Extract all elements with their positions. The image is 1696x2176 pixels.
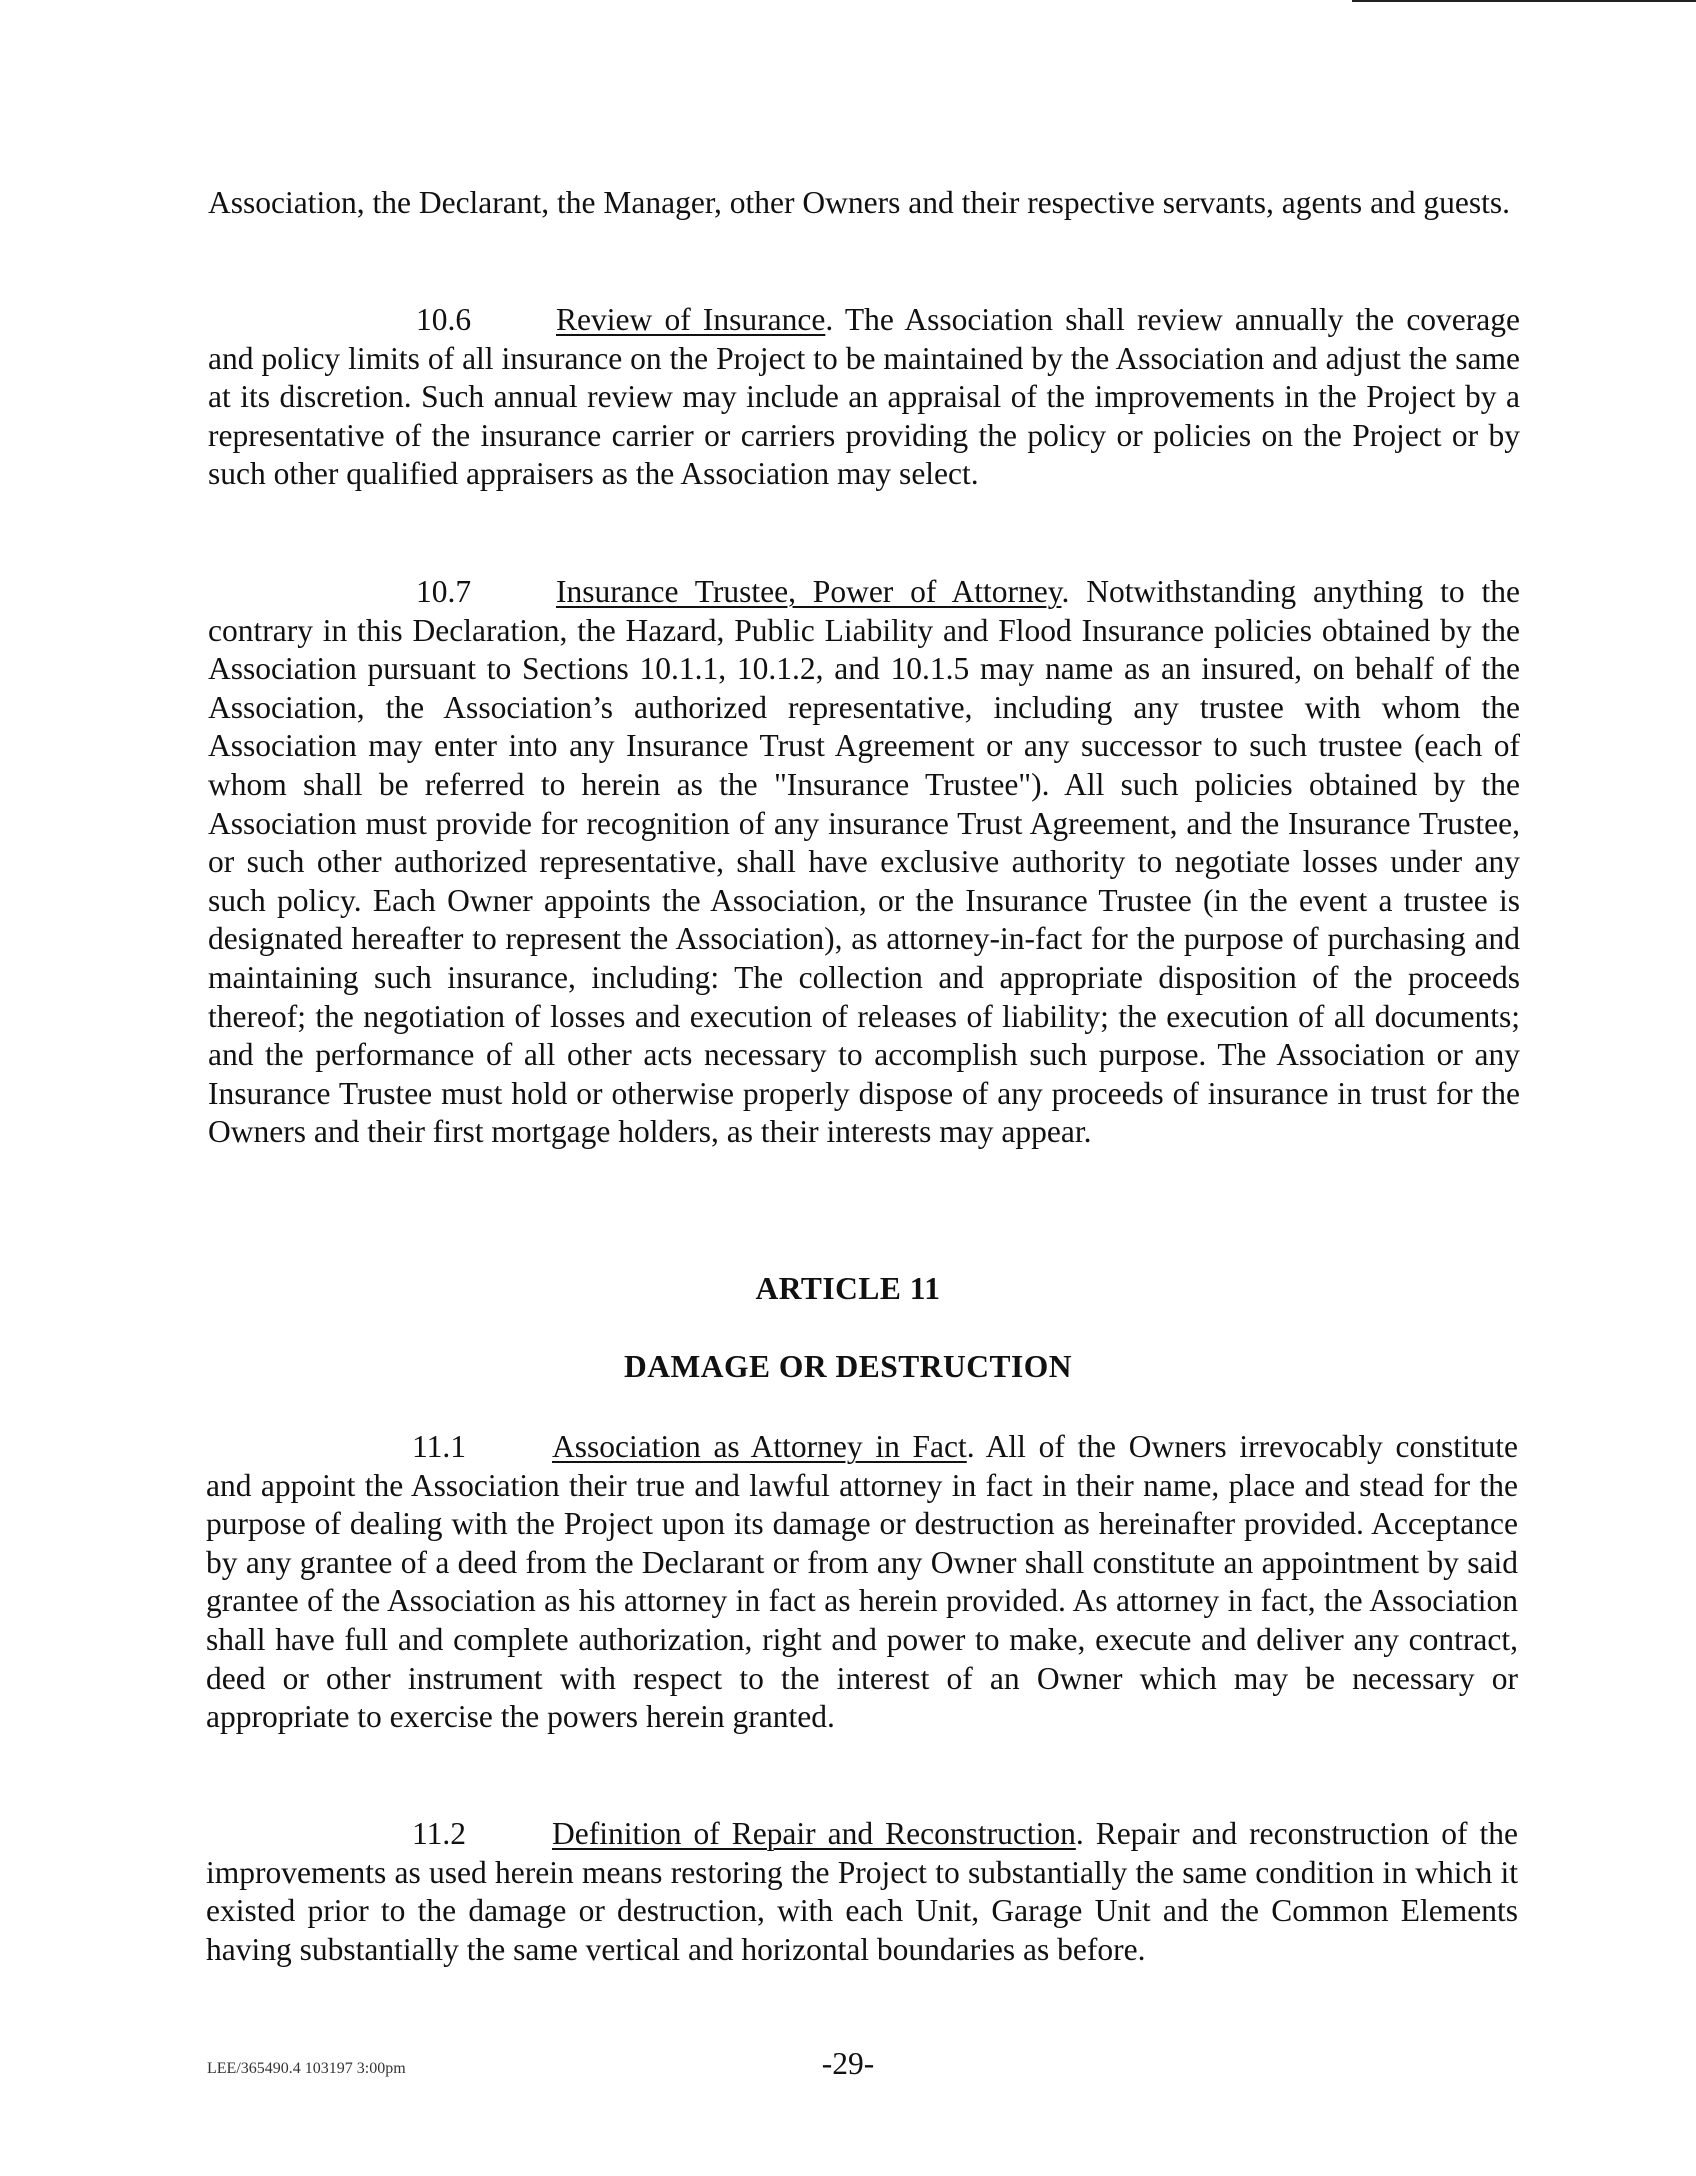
article-label: ARTICLE 11 (755, 1271, 941, 1306)
section-body: . All of the Owners irrevocably constitute and appoint the Association their true and lawful attorney in fact in their name, place and stead for the purpose of dealing with the Project upon its damage or destruction as hereinafter provided. Acceptance by any grantee of a deed from the Declarant or from any Owner shall constitute an appointment by said grantee of the Association as his attorney in fact as herein provided. As attorney in fact, the Association shall have full and complete authorization, right and power to make, execute and deliver any contract, deed or other instrument with respect to the interest of an Owner which may be necessary or appropriate to exercise the powers herein granted. (206, 1429, 1518, 1735)
page-number: -29- (821, 2046, 875, 2081)
article-title: DAMAGE OR DESTRUCTION (623, 1349, 1073, 1384)
paragraph-intro (208, 184, 1520, 223)
section-10-6 (208, 301, 1520, 494)
section-11-1 (206, 1428, 1518, 1737)
paragraph-intro-text: Association, the Declarant, the Manager, other Owners and their respective servants, agents and guests. (208, 185, 1511, 220)
section-heading: Insurance Trustee, Power of Attorney (556, 574, 1062, 609)
section-body: . Notwithstanding anything to the contrary in this Declaration, the Hazard, Public Liability and Flood Insurance policies obtained by the Association pursuant to Sections 10.1.1, 10.1.2, and 10.1.5 may name as an insured, on behalf of the Association, the Association’s authorized representative, including any trustee with whom the Association may enter into any Insurance Trust Agreement or any successor to such trustee (each of whom shall be referred to herein as the "Insurance Trustee"). All such policies obtained by the Association must provide for recognition of any insurance Trust Agreement, and the Insurance Trustee, or such other authorized representative, shall have exclusive authority to negotiate losses under any such policy. Each Owner appoints the Association, or the Insurance Trustee (in the event a trustee is designated hereafter to represent the Association), as attorney-in-fact for the purpose of purchasing and maintaining such insurance, including: The collection and appropriate disposition of the proceeds thereof; the negotiation of losses and execution of releases of liability; the execution of all documents; and the performance of all other acts necessary to accomplish such purpose. The Association or any Insurance Trustee must hold or otherwise properly dispose of any proceeds of insurance in trust for the Owners and their first mortgage holders, as their interests may appear. (208, 574, 1520, 1150)
section-number: 10.6 (416, 302, 472, 337)
section-heading: Definition of Repair and Reconstruction (552, 1816, 1076, 1851)
section-10-7 (208, 573, 1520, 1152)
section-body: . The Association shall review annually the coverage and policy limits of all insurance on the Project to be maintained by the Association and adjust the same at its discretion. Such annual review may include an appraisal of the improvements in the Project by a representative of the insurance carrier or carriers providing the policy or policies on the Project or by such other qualified appraisers as the Association may select. (208, 302, 1520, 492)
section-11-2 (206, 1815, 1518, 1969)
section-body: . Repair and reconstruction of the improvements as used herein means restoring the Project to substantially the same condition in which it existed prior to the damage or destruction, with each Unit, Garage Unit and the Common Elements having substantially the same vertical and horizontal boundaries as before. (206, 1816, 1518, 1967)
document-id: LEE/365490.4 103197 3:00pm (207, 2060, 406, 2077)
section-number: 11.2 (412, 1816, 466, 1851)
section-heading: Review of Insurance (556, 302, 826, 337)
section-number: 11.1 (412, 1429, 466, 1464)
section-number: 10.7 (416, 574, 472, 609)
top-edge-rule (1352, 0, 1696, 2)
section-heading: Association as Attorney in Fact (552, 1429, 967, 1464)
